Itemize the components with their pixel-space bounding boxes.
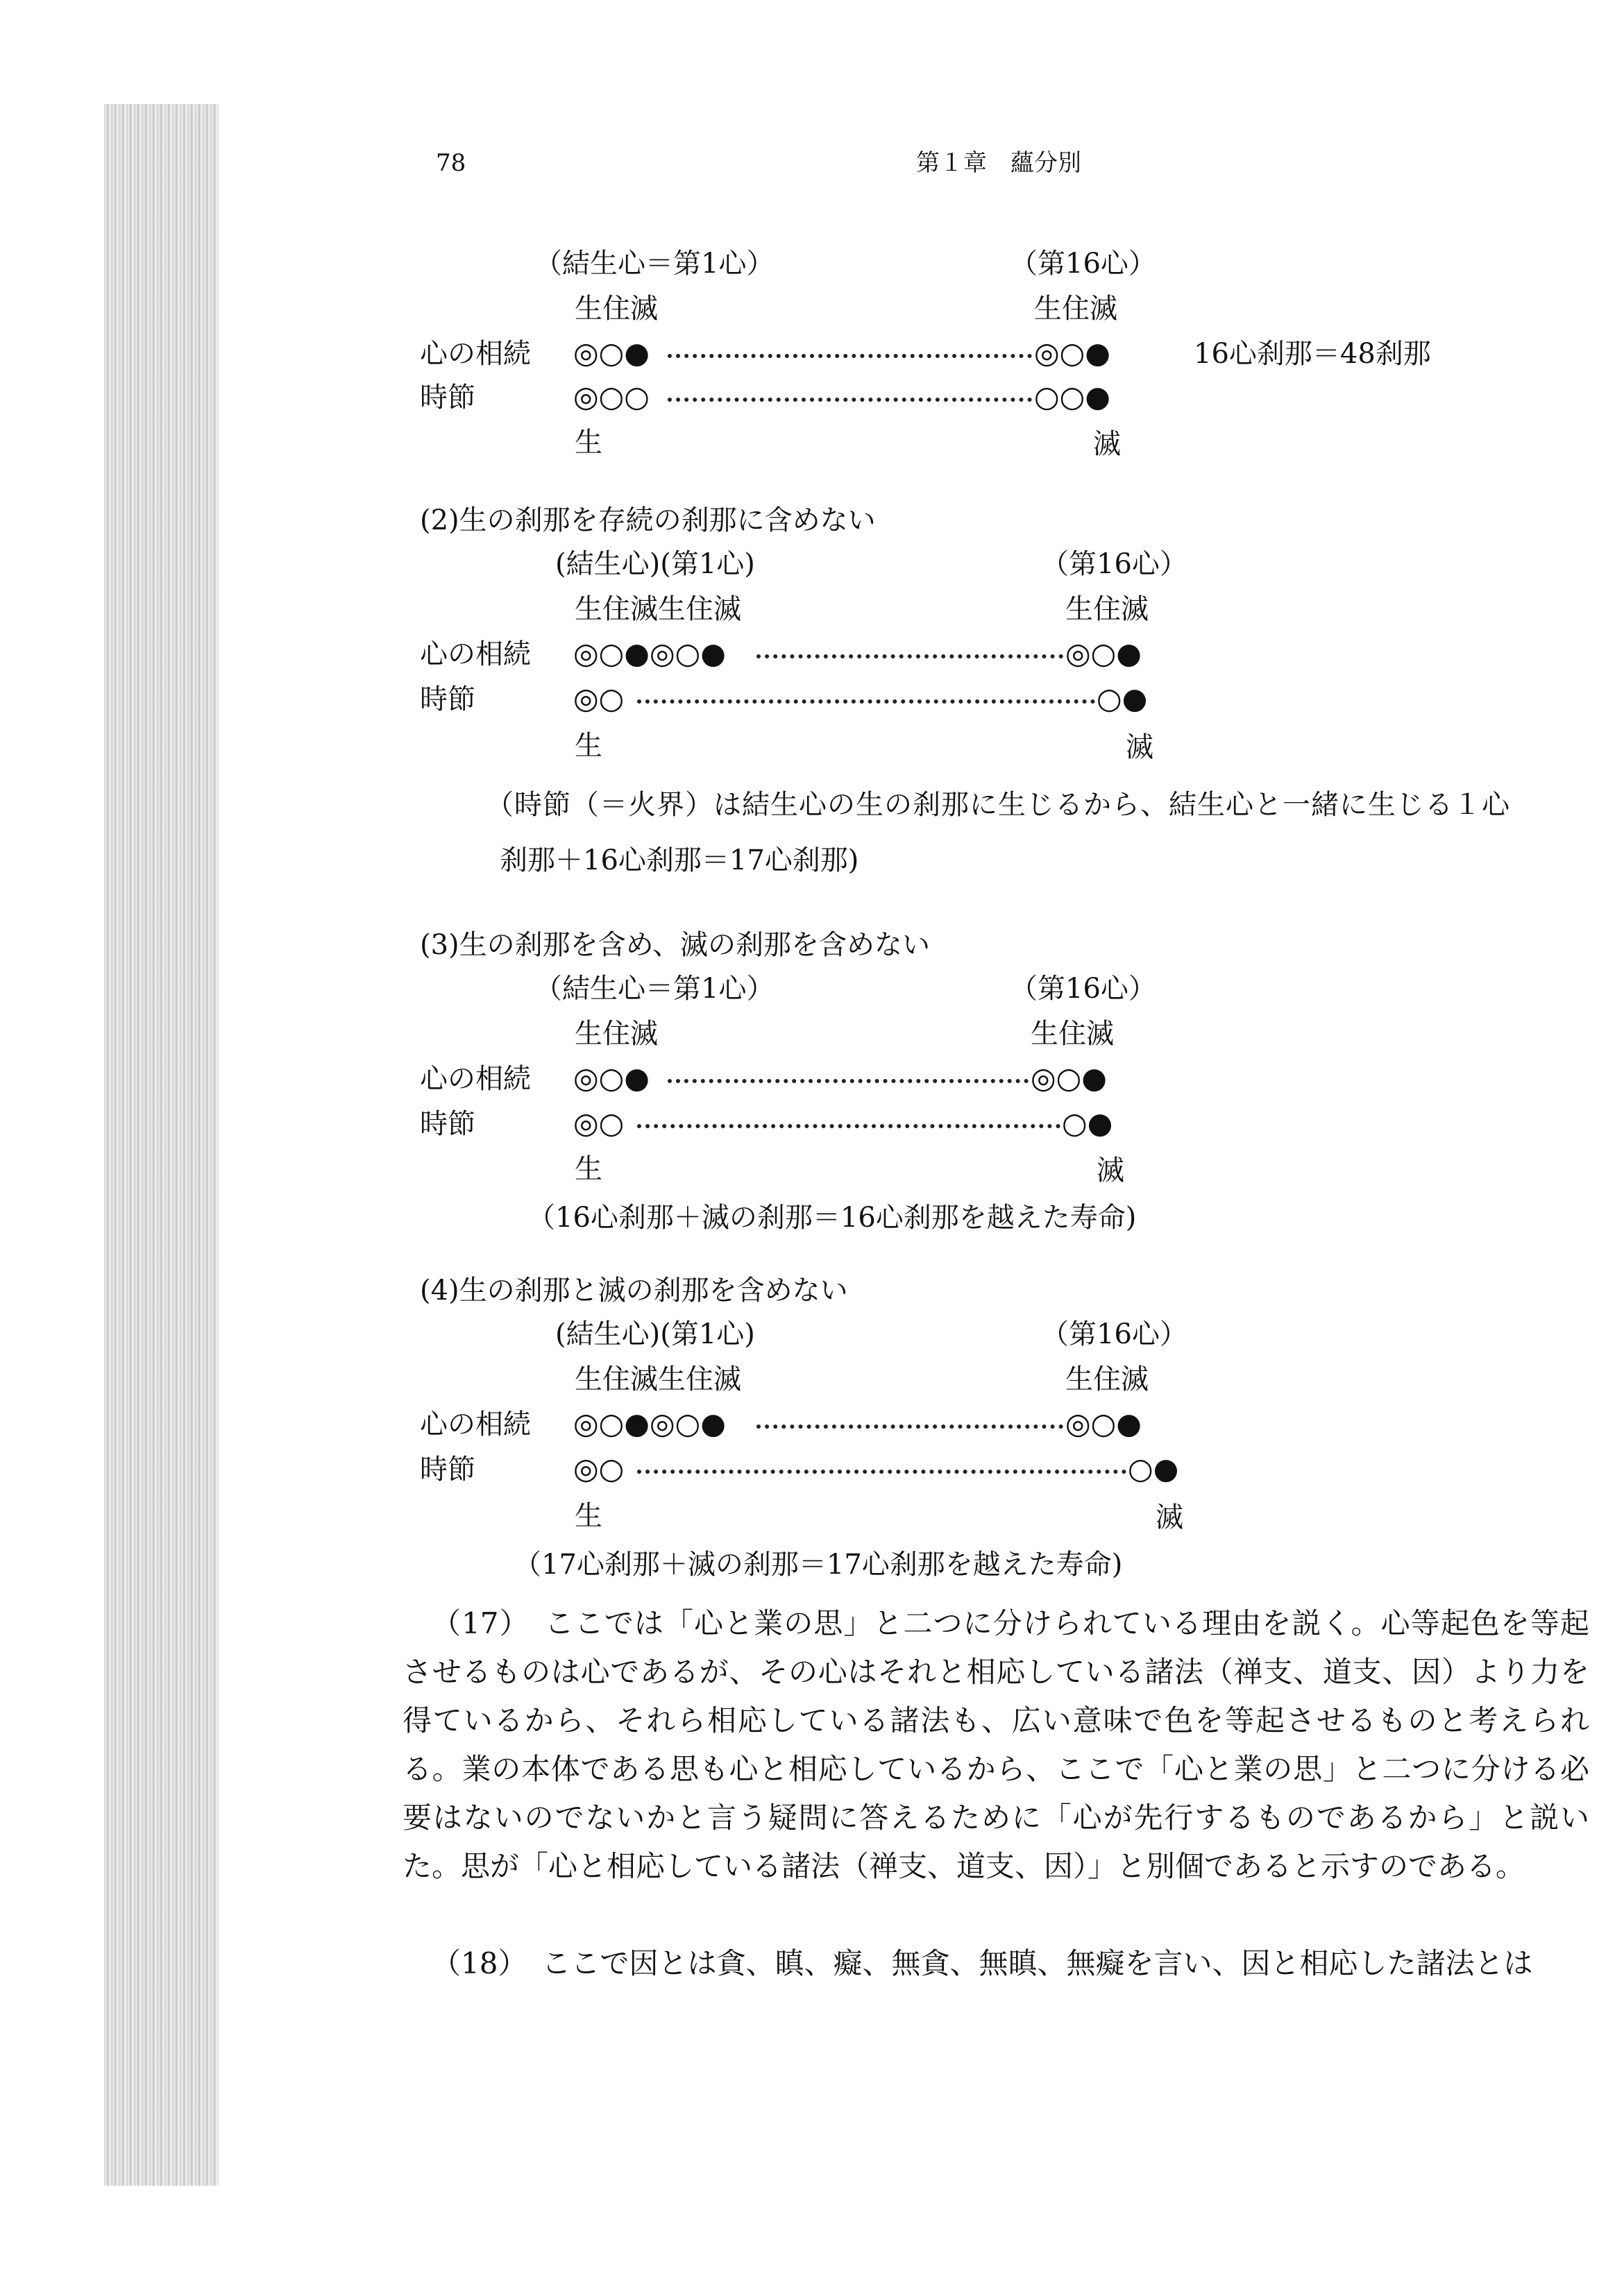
diagram-2-birth-label: 生 bbox=[575, 730, 602, 762]
diagram-3-cessation-label: 滅 bbox=[1097, 1155, 1124, 1187]
diagram-1-phases-right: 生住滅 bbox=[1034, 293, 1117, 325]
diagram-4-continuity-label: 心の相続 bbox=[420, 1409, 531, 1440]
scan-binding-edge bbox=[104, 104, 219, 2186]
diagram-4-continuity-start-marks: ◎○●◎○● bbox=[573, 1406, 726, 1440]
diagram-4-heading: (4)生の刹那と滅の刹那を含めない bbox=[420, 1275, 848, 1307]
diagram-3-time-dotted-line bbox=[637, 1124, 1060, 1128]
diagram-3-phases-left: 生住滅 bbox=[575, 1018, 658, 1050]
diagram-1-continuity-label: 心の相続 bbox=[420, 338, 531, 370]
diagram-3-continuity-start-marks: ◎○● bbox=[573, 1061, 650, 1095]
diagram-2-continuity-dotted-line bbox=[756, 654, 1063, 658]
diagram-4-top-left-label: (結生心)(第1心) bbox=[555, 1318, 755, 1350]
diagram-3-continuity-end-marks: ◎○● bbox=[1031, 1061, 1107, 1095]
diagram-4-time-end-marks: ○● bbox=[1128, 1452, 1179, 1486]
diagram-1-continuity-dotted-line bbox=[668, 354, 1032, 358]
diagram-2-top-left-label: (結生心)(第1心) bbox=[555, 548, 755, 580]
diagram-4-top-right-label: （第16心） bbox=[1041, 1318, 1187, 1350]
diagram-3-birth-label: 生 bbox=[575, 1153, 602, 1185]
diagram-1-cessation-label: 滅 bbox=[1093, 428, 1121, 460]
diagram-4-time-dotted-line bbox=[637, 1470, 1126, 1474]
diagram-2-note-line-2: 刹那＋16心刹那＝17心刹那) bbox=[500, 844, 859, 876]
diagram-1-time-end-marks: ○○● bbox=[1034, 380, 1110, 414]
diagram-2-cessation-label: 滅 bbox=[1126, 731, 1153, 763]
diagram-2-phases-right: 生住滅 bbox=[1065, 593, 1149, 625]
diagram-2-phases-left: 生住滅生住滅 bbox=[575, 593, 741, 625]
diagram-2-continuity-end-marks: ◎○● bbox=[1065, 636, 1142, 670]
diagram-4-continuity-dotted-line bbox=[756, 1425, 1063, 1429]
diagram-1-continuity-start-marks: ◎○● bbox=[573, 336, 650, 370]
diagram-2-continuity-start-marks: ◎○●◎○● bbox=[573, 636, 726, 670]
diagram-1-continuity-end-marks: ◎○● bbox=[1034, 336, 1110, 370]
diagram-2-heading: (2)生の刹那を存続の刹那に含めない bbox=[420, 504, 876, 536]
page-number: 78 bbox=[436, 149, 466, 177]
body-paragraph-17: （17） ここでは「心と業の思」と二つに分けられている理由を説く。心等起色を等起させるものは心であるが、その心はそれと相応している諸法（禅支、道支、因）より力を得ているから、それら相応している諸法も、広い意味で色を等起させるものと考えられる。業の本体である思も心と相応しているから、ここで「心と業の思」と二つに分ける必要はないのでないかと言う疑問に答えるために「心が先行するものであるから」と説いた。思が「心と相応している諸法（禅支、道支、因）」と別個であると示すのである。 bbox=[403, 1606, 1589, 1883]
diagram-3-top-right-label: （第16心） bbox=[1010, 973, 1156, 1005]
diagram-1-time-label: 時節 bbox=[420, 382, 475, 414]
diagram-3-time-start-marks: ◎○ bbox=[573, 1106, 625, 1140]
diagram-1-time-start-marks: ◎○○ bbox=[573, 380, 650, 414]
diagram-3-phases-right: 生住滅 bbox=[1031, 1018, 1114, 1050]
diagram-4-time-start-marks: ◎○ bbox=[573, 1452, 625, 1486]
chapter-title: 第１章 蘊分別 bbox=[916, 149, 1081, 177]
diagram-2-time-label: 時節 bbox=[420, 683, 475, 715]
diagram-2-time-start-marks: ◎○ bbox=[573, 681, 625, 715]
diagram-1-time-dotted-line bbox=[668, 398, 1032, 402]
diagram-4-note: （17心刹那＋滅の刹那＝17心刹那を越えた寿命) bbox=[514, 1549, 1123, 1581]
diagram-3-continuity-dotted-line bbox=[668, 1079, 1029, 1083]
diagram-2-top-right-label: （第16心） bbox=[1041, 548, 1187, 580]
diagram-4-continuity-end-marks: ◎○● bbox=[1065, 1406, 1142, 1440]
diagram-4-time-label: 時節 bbox=[420, 1454, 475, 1486]
diagram-4-phases-left: 生住滅生住滅 bbox=[575, 1363, 741, 1395]
diagram-3-note: （16心刹那＋滅の刹那＝16心刹那を越えた寿命) bbox=[527, 1202, 1137, 1234]
diagram-1-top-right-label: （第16心） bbox=[1010, 248, 1156, 280]
diagram-3-time-end-marks: ○● bbox=[1062, 1106, 1113, 1140]
diagram-1-birth-label: 生 bbox=[575, 427, 602, 459]
diagram-1-note: 16心刹那＝48刹那 bbox=[1194, 338, 1431, 370]
diagram-4-birth-label: 生 bbox=[575, 1500, 602, 1532]
diagram-4-phases-right: 生住滅 bbox=[1065, 1363, 1149, 1395]
diagram-2-continuity-label: 心の相続 bbox=[420, 638, 531, 670]
diagram-3-continuity-label: 心の相続 bbox=[420, 1063, 531, 1095]
diagram-2-time-end-marks: ○● bbox=[1097, 681, 1148, 715]
diagram-1-phases-left: 生住滅 bbox=[575, 293, 658, 325]
diagram-3-top-left-label: （結生心＝第1心） bbox=[534, 973, 775, 1005]
diagram-2-time-dotted-line bbox=[637, 699, 1095, 704]
diagram-4-cessation-label: 滅 bbox=[1156, 1502, 1183, 1533]
diagram-1-top-left-label: （結生心＝第1心） bbox=[534, 248, 775, 280]
diagram-3-time-label: 時節 bbox=[420, 1108, 475, 1140]
diagram-2-note-line-1: （時節（＝火界）は結生心の生の刹那に生じるから、結生心と一緒に生じる１心 bbox=[486, 789, 1510, 821]
diagram-3-heading: (3)生の刹那を含め、滅の刹那を含めない bbox=[420, 929, 931, 961]
body-paragraph-18: （18） ここで因とは貪、瞋、癡、無貪、無瞋、無癡を言い、因と相応した諸法とは bbox=[432, 1946, 1533, 1980]
